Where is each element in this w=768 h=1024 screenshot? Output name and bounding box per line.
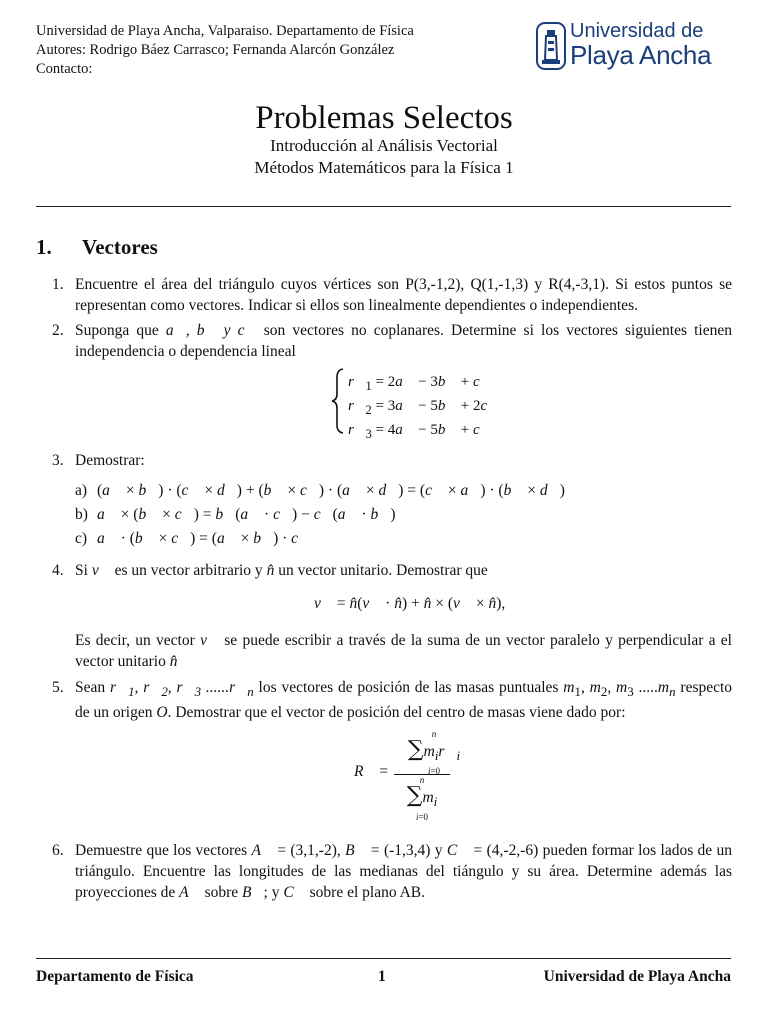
math-vectors-abc: a⃗, b⃗ y c⃗ <box>165 322 257 339</box>
equation-lines <box>348 372 499 444</box>
document-subtitle-1: Introducción al Análisis Vectorial <box>270 136 498 155</box>
document-subtitle-2: Métodos Matemáticos para la Física 1 <box>254 158 514 177</box>
title-divider <box>36 206 731 207</box>
header-contact: Contacto: <box>36 61 93 77</box>
logo-text-bottom: Playa Ancha <box>570 40 712 70</box>
identity-a: a) (a⃗ × b⃗) · (c⃗ × d⃗) + (b⃗ × c⃗) · (a⃗ × d⃗) = (c⃗ × a⃗) · (b⃗ × d⃗) <box>75 482 565 499</box>
problem-text: Es decir, un vector v⃗ se puede escribir a través de la suma de un vector paralelo y perpendicular a el vector unitario n̂ <box>75 632 732 670</box>
section-heading <box>36 235 158 260</box>
problem-number: 5. <box>52 679 64 696</box>
center-of-mass-formula <box>354 730 474 826</box>
problem-text: Demuestre que los vectores A⃗ = (3,1,-2), B⃗ = (-1,3,4) y C⃗ = (4,-2,-6) pueden formar los lados de un triángulo. Encuentre las longitudes de las medianas del tiángulo y su área. Determine además las proyecciones de A⃗ sobre B⃗; y C⃗ sobre el plano AB. <box>75 842 732 901</box>
problem-3-sublist <box>75 479 565 551</box>
university-logo <box>536 20 736 72</box>
document-title: Problemas Selectos <box>255 100 513 136</box>
problem-4 <box>52 560 732 581</box>
formula-lhs: R⃗ = <box>354 763 389 780</box>
problem-number: 2. <box>52 322 64 339</box>
left-brace-icon <box>330 368 346 434</box>
footer-university: Universidad de Playa Ancha <box>543 968 731 985</box>
footer-department: Departamento de Física <box>36 968 194 985</box>
footer-divider <box>36 958 731 959</box>
problem-text: Si v⃗ es un vector arbitrario y n̂ un vector unitario. Demostrar que <box>75 562 488 579</box>
section-title: Vectores <box>82 235 158 259</box>
formula-denominator: n $\sum m_i$ i=0 <box>406 775 438 823</box>
problem-number: 1. <box>52 276 64 293</box>
problem-number: 3. <box>52 452 64 469</box>
problem-6 <box>52 840 732 903</box>
equation-decomposition: v⃗ = n̂(v⃗ · n̂) + n̂ × (v⃗ × n̂), <box>314 595 506 612</box>
problem-4-continuation <box>52 630 732 672</box>
footer-page-number: 1 <box>378 968 386 985</box>
header-authors: Autores: Rodrigo Báez Carrasco; Fernanda Alarcón González <box>36 42 395 58</box>
equation-r2: $r⃗_2$ = 3a⃗ − 5b⃗ + 2c⃗ <box>348 398 499 417</box>
problem-number: 6. <box>52 842 64 859</box>
logo-text-top: Universidad de <box>570 20 704 42</box>
equation-r3: $r⃗_3$ = 4a⃗ − 5b⃗ + c⃗ <box>348 422 492 441</box>
problem-1 <box>52 274 732 316</box>
identity-c: c) a⃗ · (b⃗ × c⃗) = (a⃗ × b⃗) · c⃗ <box>75 530 311 547</box>
equation-r1: $r⃗_1$ = 2a⃗ − 3b⃗ + c⃗ <box>348 374 492 393</box>
problem-text: Encuentre el área del triángulo cuyos vértices son P(3,-1,2), Q(1,-1,3) y R(4,-3,1). Si estos puntos se representan como vectores. Indicar si ellos son linealmente dependientes o independientes. <box>75 276 732 314</box>
problem-text: Sean $r⃗_1$, $r⃗_2$, $r⃗_3$ $......r⃗_n$ los vectores de posición de las masas puntuales $m_1$, $m_2$, $m_3$ $.....m_n$ respecto de un origen O. Demostrar que el vector de posición del centro de masas viene dado por: <box>75 679 733 722</box>
section-number: 1. <box>36 235 52 259</box>
identity-b: b) a⃗ × (b⃗ × c⃗) = b⃗(a⃗ · c⃗) − c⃗(a⃗ · b⃗) <box>75 506 396 523</box>
problem-text: Suponga que a⃗, b⃗ y c⃗ son vectores no coplanares. Determine si los vectores siguientes tienen independencia o dependencia lineal <box>75 322 732 360</box>
document-header <box>36 22 414 79</box>
problem-2 <box>52 320 732 362</box>
header-institution: Universidad de Playa Ancha, Valparaiso. Departamento de Física <box>36 23 414 39</box>
problem-text: Demostrar: <box>75 452 145 469</box>
problem-5 <box>52 677 732 723</box>
formula-numerator: n $\sum m_ir⃗_i$ i=0 <box>407 729 461 777</box>
problem-number: 4. <box>52 562 64 579</box>
lighthouse-icon <box>536 22 566 70</box>
problem-3 <box>52 450 732 471</box>
